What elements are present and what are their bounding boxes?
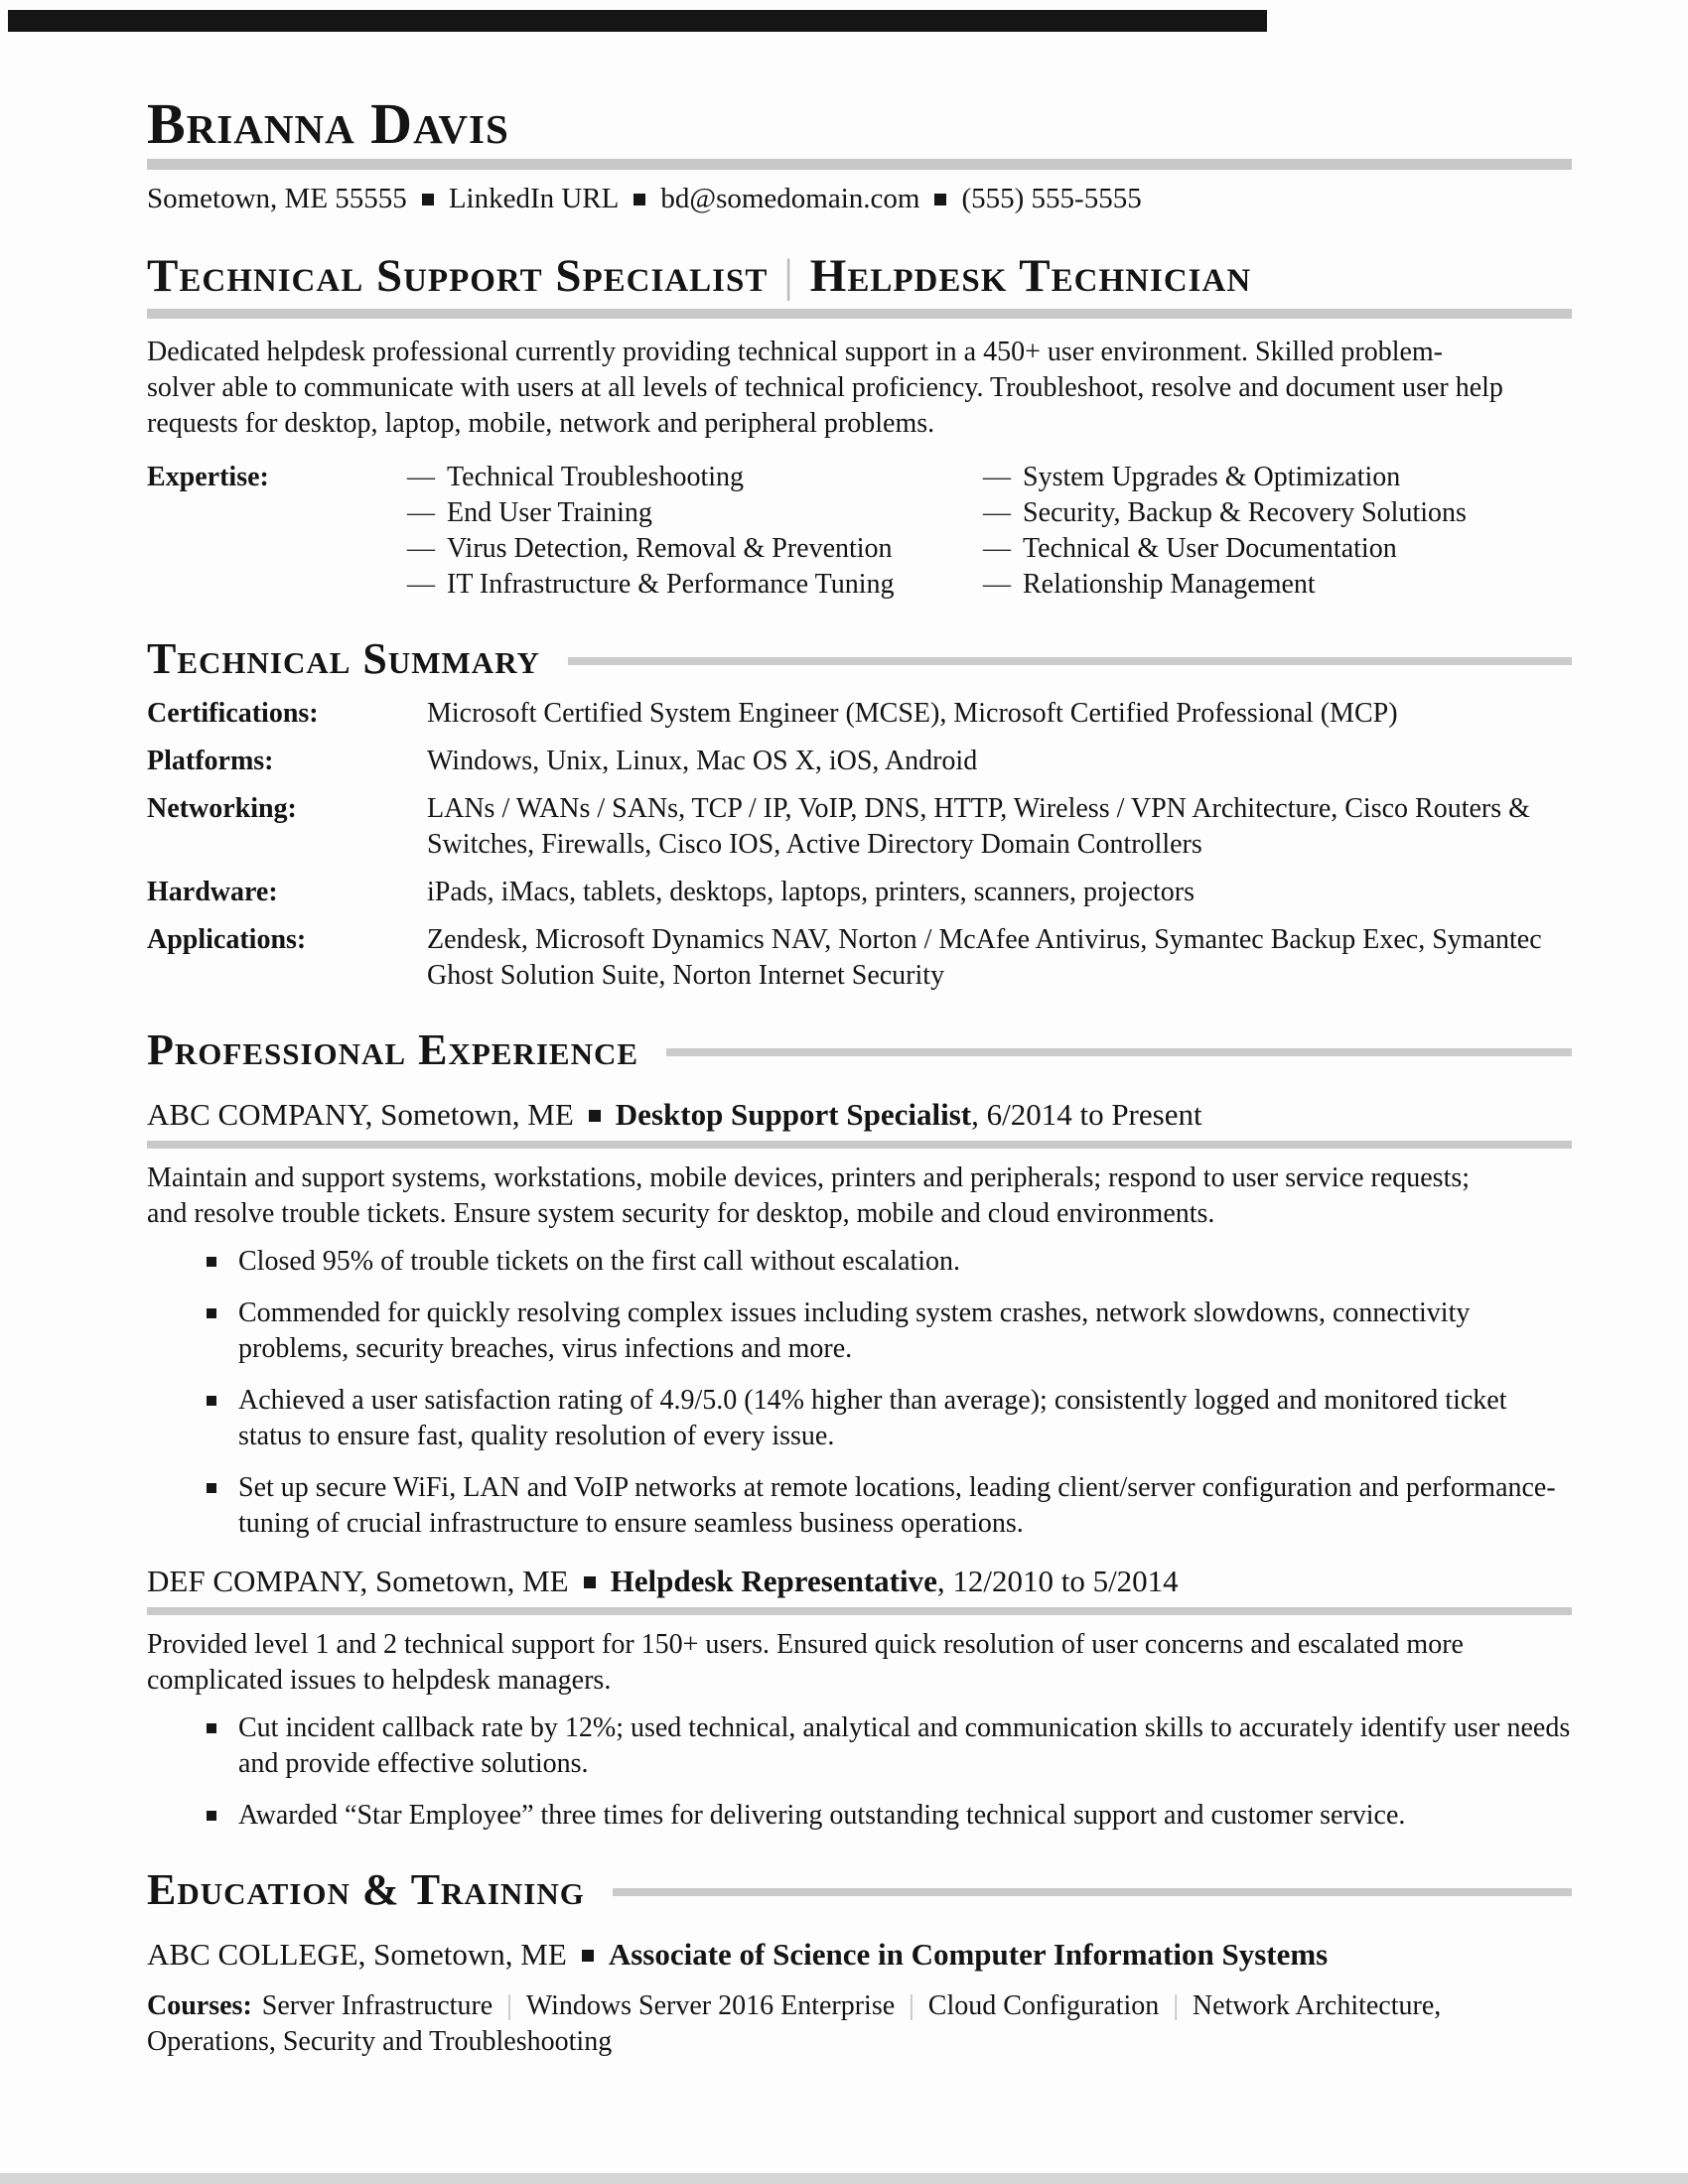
bullet-text: Closed 95% of trouble tickets on the first call without escalation.: [238, 1246, 961, 1277]
dash-icon: —: [407, 569, 435, 600]
technical-summary-row: [147, 744, 1572, 779]
job-entry-abc-company: [147, 1095, 1572, 1542]
expertise-item: [983, 495, 1572, 531]
expertise-item-label: Security, Backup & Recovery Solutions: [1023, 497, 1467, 528]
technical-summary-row-label: Applications:: [147, 924, 307, 955]
technical-summary-table: [147, 696, 1572, 994]
job-dates: , 12/2010 to 5/2014: [936, 1564, 1179, 1598]
education-school-location: ABC COLLEGE, Sometown, ME: [147, 1937, 567, 1972]
section-heading-rule: [568, 657, 1572, 665]
headline-primary: Technical Support Specialist: [147, 250, 769, 302]
bottom-border-bar: [0, 2173, 1688, 2184]
technical-summary-row-value: LANs / WANs / SANs, TCP / IP, VoIP, DNS, HTTP, Wireless / VPN Architecture, Cisco Routers & Switches, Firewalls, Cisco IOS, Active Directory Domain Controllers: [427, 793, 1530, 860]
name-divider-bar: [147, 159, 1572, 170]
expertise-section: [147, 460, 1572, 603]
expertise-item-label: End User Training: [447, 497, 652, 528]
expertise-item: [407, 531, 983, 567]
technical-summary-row: [147, 922, 1572, 994]
square-bullet-icon: [207, 1257, 216, 1267]
expertise-item: [983, 460, 1572, 495]
square-separator-icon: [582, 1950, 594, 1962]
bullet-text: Commended for quickly resolving complex issues including system crashes, network slowdowns, connectivity problems, security breaches, virus infections and more.: [238, 1297, 1471, 1364]
contact-linkedin-link[interactable]: LinkedIn URL: [448, 183, 620, 214]
technical-summary-row: [147, 696, 1572, 732]
section-heading-technical-summary: [147, 634, 1572, 684]
job-divider-bar: [147, 1141, 1572, 1149]
bullet-item: [147, 1383, 1572, 1454]
expertise-item: [983, 567, 1572, 603]
courses-line: [147, 1988, 1557, 2060]
technical-summary-row-label: Hardware:: [147, 877, 278, 907]
technical-summary-row-value: Zendesk, Microsoft Dynamics NAV, Norton / McAfee Antivirus, Symantec Backup Exec, Symantec Ghost Solution Suite, Norton Internet Security: [427, 924, 1542, 991]
technical-summary-row-label: Networking:: [147, 793, 297, 824]
education-degree: Associate of Science in Computer Information Systems: [608, 1937, 1329, 1972]
job-dates: , 6/2014 to Present: [971, 1097, 1202, 1132]
expertise-item: [407, 460, 983, 495]
job-description: Provided level 1 and 2 technical support for 150+ users. Ensured quick resolution of user concerns and escalated more complicated issues to helpdesk managers.: [147, 1629, 1464, 1696]
section-heading-professional-experience: [147, 1025, 1572, 1075]
section-heading-rule: [613, 1888, 1572, 1896]
job-bullet-list: [147, 1244, 1572, 1542]
job-title: Helpdesk Representative: [610, 1564, 937, 1598]
bullet-item: [147, 1470, 1572, 1542]
course-item: Windows Server 2016 Enterprise: [525, 1990, 896, 2021]
technical-summary-row-value: iPads, iMacs, tablets, desktops, laptops, printers, scanners, projectors: [427, 877, 1195, 907]
job-header: [147, 1095, 1572, 1135]
expertise-item-label: Relationship Management: [1023, 569, 1316, 600]
page-title: Brianna Davis: [147, 91, 509, 156]
technical-summary-row-label: Certifications:: [147, 698, 319, 729]
top-border-bar: [8, 10, 1267, 32]
section-heading-text: Professional Experience: [147, 1025, 639, 1074]
section-heading-rule: [666, 1048, 1572, 1056]
dash-icon: —: [983, 569, 1011, 600]
technical-summary-row-value: Windows, Unix, Linux, Mac OS X, iOS, Android: [427, 746, 978, 776]
expertise-item-label: IT Infrastructure & Performance Tuning: [447, 569, 895, 600]
job-company-location: ABC COMPANY, Sometown, ME: [147, 1097, 574, 1132]
expertise-item-label: Technical & User Documentation: [1023, 533, 1397, 564]
expertise-column-2: [983, 460, 1572, 603]
job-bullet-list: [147, 1710, 1572, 1834]
square-bullet-icon: [207, 1811, 216, 1821]
bullet-text: Awarded “Star Employee” three times for delivering outstanding technical support and customer service.: [238, 1800, 1406, 1831]
course-item: Server Infrastructure: [261, 1990, 493, 2021]
resume-headline: [147, 249, 1572, 303]
pipe-divider-icon: |: [783, 250, 794, 302]
section-heading-text: Technical Summary: [147, 634, 540, 683]
headline-secondary: Helpdesk Technician: [809, 250, 1252, 302]
education-header: [147, 1935, 1572, 1975]
expertise-label: Expertise:: [147, 462, 269, 492]
job-entry-def-company: [147, 1562, 1572, 1834]
courses-label: Courses:: [147, 1990, 252, 2021]
contact-line: [147, 180, 1572, 217]
dash-icon: —: [983, 462, 1011, 492]
technical-summary-row: [147, 791, 1572, 863]
expertise-item-label: Virus Detection, Removal & Prevention: [447, 533, 893, 564]
job-divider-bar: [147, 1607, 1572, 1615]
contact-phone: (555) 555-5555: [961, 183, 1142, 214]
bullet-text: Set up secure WiFi, LAN and VoIP networks at remote locations, leading client/server configuration and performance-tuning of crucial infrastructure to ensure seamless business operations.: [238, 1472, 1556, 1539]
bullet-item: [147, 1296, 1572, 1367]
courses-list: [147, 1990, 1441, 2057]
expertise-item: [983, 531, 1572, 567]
dash-icon: —: [407, 462, 435, 492]
dash-icon: —: [983, 497, 1011, 528]
contact-location: Sometown, ME 55555: [147, 183, 407, 214]
dash-icon: —: [983, 533, 1011, 564]
technical-summary-row-value: Microsoft Certified System Engineer (MCSE), Microsoft Certified Professional (MCP): [427, 698, 1398, 729]
technical-summary-row-label: Platforms:: [147, 746, 274, 776]
pipe-separator-icon: |: [909, 1990, 914, 2021]
section-heading-text: Education & Training: [147, 1865, 585, 1914]
expertise-column-1: [407, 460, 983, 603]
job-header: [147, 1562, 1572, 1601]
dash-icon: —: [407, 533, 435, 564]
technical-summary-row: [147, 875, 1572, 910]
summary-paragraph: Dedicated helpdesk professional currently providing technical support in a 450+ user environment. Skilled problem-solver able to communicate with users at all levels of technical proficiency. Troubleshoot, resolve and document user help requests for desktop, laptop, mobile, network and peripheral problems.: [147, 337, 1503, 439]
dash-icon: —: [407, 497, 435, 528]
square-separator-icon: [633, 194, 645, 205]
square-separator-icon: [422, 194, 434, 205]
headline-divider-bar: [147, 309, 1572, 319]
bullet-item: [147, 1244, 1572, 1280]
job-description: Maintain and support systems, workstations, mobile devices, printers and peripherals; respond to user service requests; and resolve trouble tickets. Ensure system security for desktop, mobile and cloud environments.: [147, 1162, 1471, 1229]
section-heading-education-training: [147, 1865, 1572, 1915]
expertise-item: [407, 567, 983, 603]
pipe-separator-icon: |: [1173, 1990, 1179, 2021]
job-company-location: DEF COMPANY, Sometown, ME: [147, 1564, 569, 1598]
bullet-item: [147, 1710, 1572, 1782]
square-bullet-icon: [207, 1396, 216, 1406]
bullet-text: Cut incident callback rate by 12%; used technical, analytical and communication skills to accurately identify user needs and provide effective solutions.: [238, 1712, 1571, 1779]
square-bullet-icon: [207, 1308, 216, 1318]
square-separator-icon: [589, 1110, 601, 1122]
course-item: Network Architecture, Operations, Security and Troubleshooting: [147, 1990, 1442, 2057]
bullet-item: [147, 1798, 1572, 1834]
job-title: Desktop Support Specialist: [615, 1097, 972, 1132]
square-separator-icon: [934, 194, 946, 205]
square-bullet-icon: [207, 1723, 216, 1733]
square-separator-icon: [584, 1576, 596, 1588]
pipe-separator-icon: |: [506, 1990, 512, 2021]
expertise-item-label: Technical Troubleshooting: [447, 462, 745, 492]
expertise-item-label: System Upgrades & Optimization: [1023, 462, 1401, 492]
square-bullet-icon: [207, 1483, 216, 1493]
bullet-text: Achieved a user satisfaction rating of 4.9/5.0 (14% higher than average); consistently logged and monitored ticket status to ensure fast, quality resolution of every issue.: [238, 1385, 1507, 1451]
contact-email-link[interactable]: bd@somedomain.com: [660, 183, 920, 214]
course-item: Cloud Configuration: [927, 1990, 1160, 2021]
expertise-item: [407, 495, 983, 531]
